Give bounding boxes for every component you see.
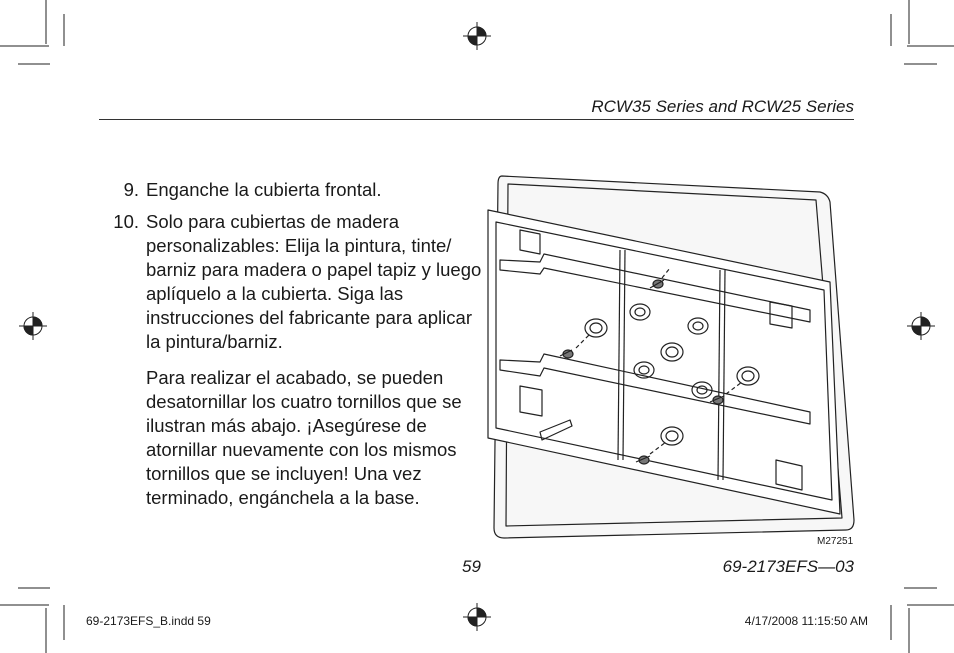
step-text: Enganche la cubierta frontal. — [146, 179, 382, 200]
step-text: Solo para cubiertas de madera personalizables: Elija la pintura, tinte/ barniz para madera o papel tapiz y luego aplíquelo a la cubierta. Siga las instrucciones del fabricante para aplicar la pintura/barniz. — [146, 211, 482, 352]
registration-target-right — [907, 312, 935, 340]
running-header: RCW35 Series and RCW25 Series — [591, 97, 854, 116]
figure-label: M27251 — [817, 536, 854, 547]
page-number: 59 — [462, 557, 481, 576]
slug-filename: 69-2173EFS_B.indd 59 — [86, 614, 211, 628]
header-rule — [99, 119, 854, 120]
document-code: 69-2173EFS—03 — [722, 557, 854, 576]
instruction-steps — [108, 178, 483, 510]
step-number: 10. — [113, 211, 139, 232]
registration-target-bottom — [463, 603, 491, 631]
registration-target-top — [463, 22, 491, 50]
step-number: 9. — [123, 179, 139, 200]
slug-timestamp: 4/17/2008 11:15:50 AM — [744, 614, 868, 628]
finishing-paragraph: Para realizar el acabado, se pueden desatornillar los cuatro tornillos que se ilustran más abajo. ¡Asegúrese de atornillar nuevamente con los mismos tornillos que se incluyen! Una vez terminado, engánchela a la base. — [146, 367, 462, 508]
step-9 — [108, 178, 483, 202]
registration-target-left — [19, 312, 47, 340]
step-10 — [108, 210, 483, 354]
cover-screws-illustration — [480, 170, 860, 550]
